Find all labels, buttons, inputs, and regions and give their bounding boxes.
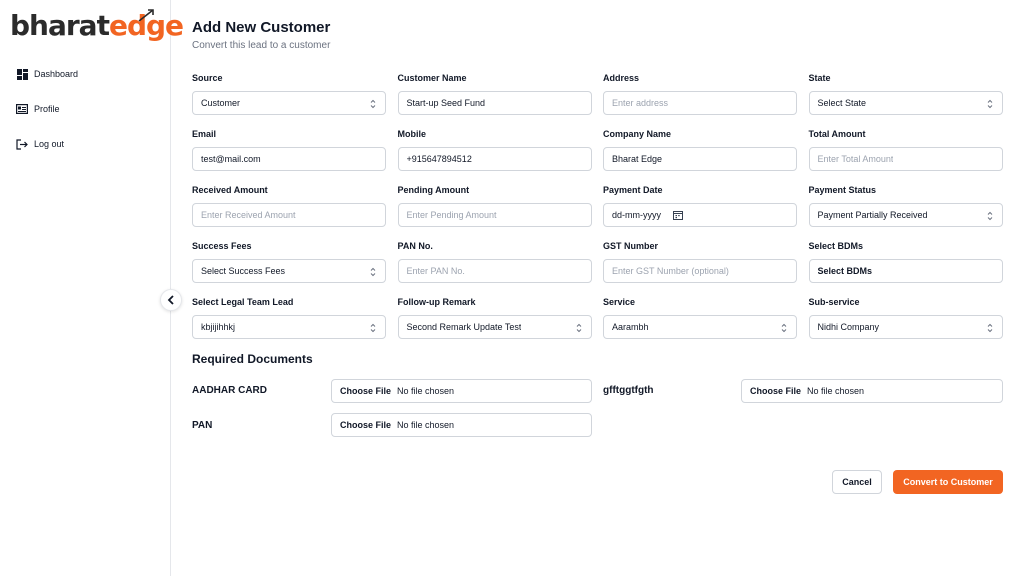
page-subtitle: Convert this lead to a customer xyxy=(192,40,331,51)
convert-to-customer-button[interactable]: Convert to Customer xyxy=(893,470,1003,494)
payment-date-input[interactable] xyxy=(603,203,797,227)
sidebar-item-label: Dashboard xyxy=(34,69,79,79)
input-placeholder: Enter Received Amount xyxy=(201,210,296,220)
select-value: Select BDMs xyxy=(817,266,873,276)
input-value: Bharat Edge xyxy=(612,154,663,164)
address-field xyxy=(603,72,797,119)
select-chevron-icon xyxy=(986,98,994,110)
select-chevron-icon xyxy=(575,322,583,334)
document-label-aadhar: AADHAR CARD xyxy=(192,385,267,396)
mobile-field xyxy=(398,128,592,175)
select-value: Nidhi Company xyxy=(817,322,880,332)
input-value: Start-up Seed Fund xyxy=(406,98,486,108)
input-placeholder: Enter Pending Amount xyxy=(406,210,497,220)
document-label-pan: PAN xyxy=(192,420,213,431)
company-name-input[interactable] xyxy=(603,147,797,171)
field-label: Success Fees xyxy=(192,241,252,251)
select-value: Aarambh xyxy=(612,322,649,332)
total-amount-input[interactable] xyxy=(809,147,1003,171)
field-label: Follow-up Remark xyxy=(397,297,476,307)
brand-logo[interactable] xyxy=(10,8,184,48)
select-chevron-icon xyxy=(369,266,377,278)
state-select[interactable] xyxy=(809,91,1003,115)
cancel-button[interactable]: Cancel xyxy=(832,470,882,494)
pan-no-input[interactable] xyxy=(398,259,592,283)
source-field xyxy=(192,72,386,119)
pending-amount-input[interactable] xyxy=(398,203,592,227)
address-input[interactable] xyxy=(603,91,797,115)
field-label: Source xyxy=(192,73,223,83)
choose-file-button[interactable]: Choose File xyxy=(750,386,802,396)
sidebar-nav xyxy=(16,67,78,172)
sidebar xyxy=(0,0,184,576)
field-label: Sub-service xyxy=(808,297,860,307)
field-label: Company Name xyxy=(603,129,672,139)
profile-card-icon xyxy=(16,103,28,115)
success-fees-field xyxy=(192,240,386,287)
input-value: test@mail.com xyxy=(201,154,261,164)
input-placeholder: Enter GST Number (optional) xyxy=(612,266,729,276)
followup-remark-select[interactable] xyxy=(398,315,592,339)
payment-status-field xyxy=(809,184,1003,231)
select-value: Select State xyxy=(817,98,867,108)
required-documents-title: Required Documents xyxy=(192,352,313,366)
mobile-input[interactable] xyxy=(398,147,592,171)
file-status: No file chosen xyxy=(807,386,865,396)
field-label: Pending Amount xyxy=(397,185,470,195)
document-label-custom: gfftggtfgth xyxy=(603,385,654,396)
input-placeholder: Enter Total Amount xyxy=(817,154,894,164)
total-amount-field xyxy=(809,128,1003,175)
email-input[interactable] xyxy=(192,147,386,171)
service-field xyxy=(603,296,797,343)
received-amount-field xyxy=(192,184,386,231)
logo-arrow-icon xyxy=(138,8,156,22)
file-status: No file chosen xyxy=(397,386,455,396)
logout-icon xyxy=(16,138,28,150)
pan-file-input[interactable] xyxy=(331,413,592,437)
field-label: Total Amount xyxy=(808,129,866,139)
input-value: +915647894512 xyxy=(406,154,472,164)
field-label: Received Amount xyxy=(192,185,268,195)
field-label: GST Number xyxy=(603,241,659,251)
field-label: Select Legal Team Lead xyxy=(192,297,294,307)
select-value: kbjijihhkj xyxy=(201,322,236,332)
sub-service-select[interactable] xyxy=(809,315,1003,339)
select-chevron-icon xyxy=(986,210,994,222)
input-placeholder: Enter PAN No. xyxy=(406,266,465,276)
select-value: Second Remark Update Test xyxy=(406,322,522,332)
select-bdms-field xyxy=(809,240,1003,287)
select-bdms-multiselect[interactable] xyxy=(809,259,1003,283)
field-label: State xyxy=(808,73,831,83)
chevron-left-icon xyxy=(167,295,175,305)
choose-file-button[interactable]: Choose File xyxy=(340,420,392,430)
field-label: Payment Status xyxy=(808,185,877,195)
gst-number-field xyxy=(603,240,797,287)
calendar-icon[interactable] xyxy=(673,210,683,220)
customer-form xyxy=(192,72,1003,343)
legal-team-lead-select[interactable] xyxy=(192,315,386,339)
sidebar-item-logout[interactable] xyxy=(16,137,78,151)
service-select[interactable] xyxy=(603,315,797,339)
field-label: Select BDMs xyxy=(808,241,864,251)
page-title: Add New Customer xyxy=(192,19,331,36)
field-label: Payment Date xyxy=(603,185,663,195)
source-select[interactable] xyxy=(192,91,386,115)
sidebar-collapse-button[interactable] xyxy=(160,289,182,311)
legal-team-lead-field xyxy=(192,296,386,343)
input-value: dd-mm-yyyy xyxy=(612,210,661,220)
logo-text-edge: edge xyxy=(108,9,184,42)
email-field xyxy=(192,128,386,175)
customer-name-field xyxy=(398,72,592,119)
sub-service-field xyxy=(809,296,1003,343)
select-value: Payment Partially Received xyxy=(817,210,928,220)
input-placeholder: Enter address xyxy=(612,98,669,108)
select-chevron-icon xyxy=(780,322,788,334)
gst-number-input[interactable] xyxy=(603,259,797,283)
pan-no-field xyxy=(398,240,592,287)
aadhar-file-input[interactable] xyxy=(331,379,592,403)
payment-date-field xyxy=(603,184,797,231)
followup-remark-field xyxy=(398,296,592,343)
sidebar-item-profile[interactable] xyxy=(16,102,78,116)
custom-document-file-input[interactable] xyxy=(741,379,1003,403)
payment-status-select[interactable] xyxy=(809,203,1003,227)
logo-text-bharat: bharat xyxy=(10,9,109,42)
sidebar-item-label: Profile xyxy=(34,104,60,114)
file-status: No file chosen xyxy=(397,420,455,430)
company-name-field xyxy=(603,128,797,175)
field-label: Email xyxy=(192,129,217,139)
field-label: Service xyxy=(603,297,636,307)
dashboard-icon xyxy=(16,68,28,80)
select-chevron-icon xyxy=(369,98,377,110)
select-chevron-icon xyxy=(369,322,377,334)
select-value: Select Success Fees xyxy=(201,266,286,276)
pending-amount-field xyxy=(398,184,592,231)
field-label: Customer Name xyxy=(397,73,467,83)
select-chevron-icon xyxy=(986,322,994,334)
success-fees-select[interactable] xyxy=(192,259,386,283)
field-label: Address xyxy=(603,73,640,83)
select-value: Customer xyxy=(201,98,241,108)
choose-file-button[interactable]: Choose File xyxy=(340,386,392,396)
sidebar-item-label: Log out xyxy=(34,139,65,149)
field-label: PAN No. xyxy=(397,241,433,251)
field-label: Mobile xyxy=(397,129,426,139)
customer-name-input[interactable] xyxy=(398,91,592,115)
received-amount-input[interactable] xyxy=(192,203,386,227)
sidebar-item-dashboard[interactable] xyxy=(16,67,78,81)
state-field xyxy=(809,72,1003,119)
